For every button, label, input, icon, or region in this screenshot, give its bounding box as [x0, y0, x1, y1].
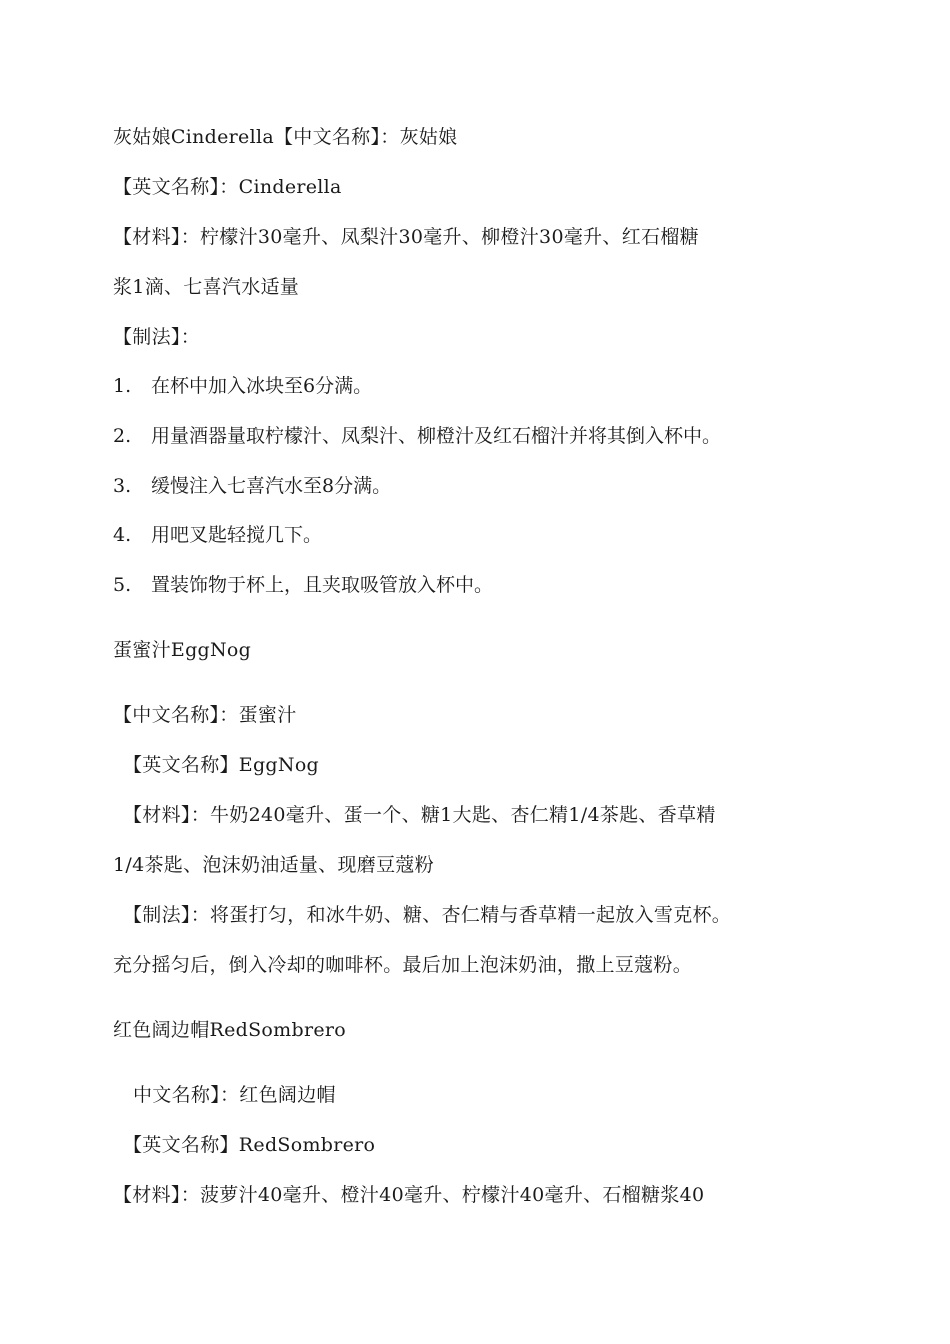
step-text: 用吧叉匙轻搅几下。 [151, 524, 323, 546]
red-sombrero-english-name: 【英文名称】RedSombrero [123, 1134, 376, 1156]
cinderella-step [113, 522, 322, 548]
step-number: 1. [113, 375, 132, 397]
step-text: 在杯中加入冰块至6分满。 [151, 375, 373, 397]
red-sombrero-title: 红色阔边帽RedSombrero [113, 1019, 346, 1041]
eggnog-materials-line-2: 1/4茶匙、泡沫奶油适量、现磨豆蔻粉 [113, 854, 434, 876]
eggnog-method-line-2: 充分摇匀后，倒入冷却的咖啡杯。最后加上泡沫奶油，撒上豆蔻粉。 [113, 954, 693, 976]
step-text: 用量酒器量取柠檬汁、凤梨汁、柳橙汁及红石榴汁并将其倒入杯中。 [151, 425, 722, 447]
step-text: 置装饰物于杯上，且夹取吸管放入杯中。 [151, 574, 494, 596]
red-sombrero-chinese-name: 中文名称】：红色阔边帽 [133, 1084, 336, 1106]
eggnog-method-line-1: 【制法】：将蛋打匀，和冰牛奶、糖、杏仁精与香草精一起放入雪克杯。 [123, 904, 732, 926]
eggnog-chinese-name: 【中文名称】：蛋蜜汁 [113, 704, 297, 726]
cinderella-method-label: 【制法】： [113, 326, 201, 348]
cinderella-materials-line-2: 浆1滴、七喜汽水适量 [113, 276, 300, 298]
cinderella-materials-line-1: 【材料】：柠檬汁30毫升、凤梨汁30毫升、柳橙汁30毫升、红石榴糖 [113, 226, 699, 248]
cinderella-title: 灰姑娘Cinderella【中文名称】：灰姑娘 [113, 126, 458, 148]
eggnog-title: 蛋蜜汁EggNog [113, 639, 252, 661]
cinderella-step [113, 473, 391, 499]
red-sombrero-materials-line-1: 【材料】：菠萝汁40毫升、橙汁40毫升、柠檬汁40毫升、石榴糖浆40 [113, 1184, 705, 1206]
step-number: 5. [113, 574, 132, 596]
eggnog-materials-line-1: 【材料】：牛奶240毫升、蛋一个、糖1大匙、杏仁精1/4茶匙、香草精 [123, 804, 716, 826]
cinderella-step [113, 423, 721, 449]
step-number: 4. [113, 524, 132, 546]
cinderella-step [113, 572, 493, 598]
cinderella-step [113, 373, 372, 399]
step-number: 3. [113, 475, 132, 497]
cinderella-english-name: 【英文名称】：Cinderella [113, 176, 342, 198]
eggnog-english-name: 【英文名称】EggNog [123, 754, 320, 776]
step-number: 2. [113, 425, 132, 447]
step-text: 缓慢注入七喜汽水至8分满。 [151, 475, 392, 497]
